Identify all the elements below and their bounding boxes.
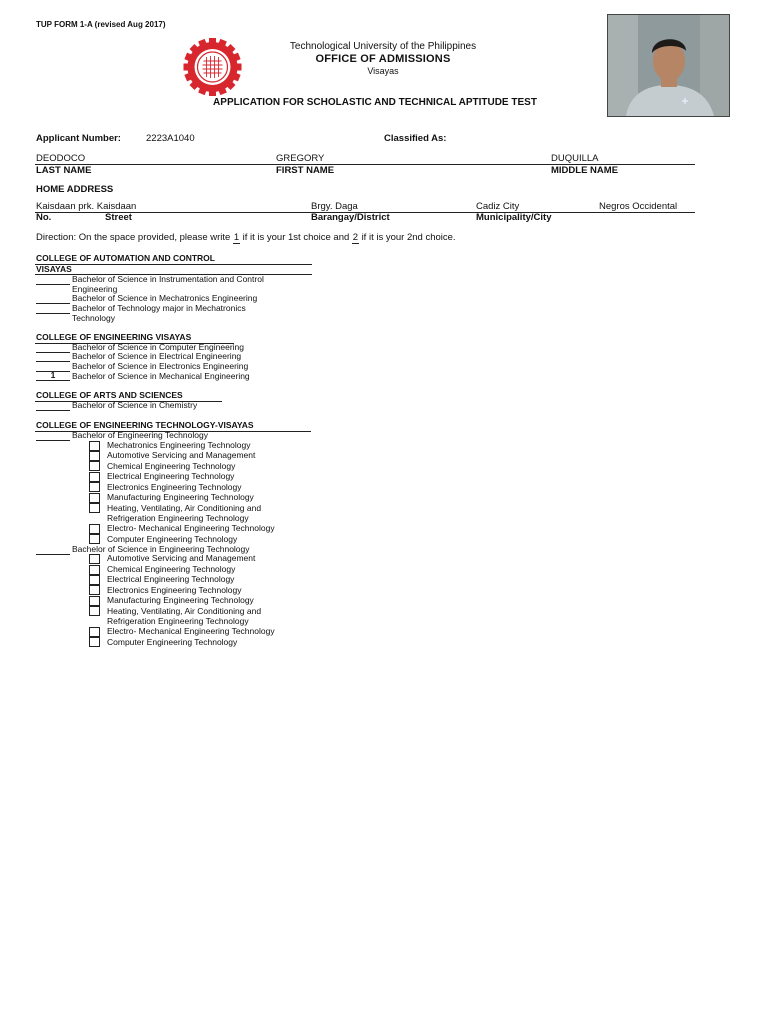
option-bet-computer: Computer Engineering Technology: [107, 534, 238, 544]
option-bset-electronics: Electronics Engineering Technology: [107, 585, 242, 595]
program-electronics-eng: Bachelor of Science in Electronics Engineering: [72, 361, 249, 371]
middle-name-label: MIDDLE NAME: [551, 165, 619, 176]
middle-name-value: DUQUILLA: [551, 153, 599, 164]
checkbox-bset-hvac[interactable]: [89, 606, 100, 616]
university-seal-logo: [179, 38, 246, 96]
checkbox-bset-electromechanical[interactable]: [89, 627, 100, 637]
campus-name: Visayas: [367, 66, 399, 76]
barangay-label: Barangay/District: [311, 212, 390, 223]
checkbox-bet-electromechanical[interactable]: [89, 524, 100, 534]
street-value: Kaisdaan prk. Kaisdaan: [36, 201, 137, 212]
option-bset-automotive: Automotive Servicing and Management: [107, 553, 256, 563]
checkbox-bset-manufacturing[interactable]: [89, 596, 100, 606]
checkbox-bset-chemical[interactable]: [89, 565, 100, 575]
program-mechatronics-eng: Bachelor of Science in Mechatronics Engineering: [72, 293, 258, 303]
college-automation-heading: COLLEGE OF AUTOMATION AND CONTROL: [36, 253, 215, 263]
option-bet-hvac: Heating, Ventilating, Air Conditioning and Refrigeration Engineering Technology: [107, 503, 262, 523]
choice-blank-instrumentation[interactable]: [36, 275, 70, 285]
university-name: Technological University of the Philippines: [289, 41, 477, 52]
program-chemistry: Bachelor of Science in Chemistry: [72, 400, 198, 410]
option-bet-mechatronics: Mechatronics Engineering Technology: [107, 440, 251, 450]
option-bet-chemical: Chemical Engineering Technology: [107, 461, 236, 471]
college-engineering-heading: COLLEGE OF ENGINEERING VISAYAS: [36, 332, 192, 342]
first-name-label: FIRST NAME: [276, 165, 335, 176]
checkbox-bet-automotive[interactable]: [89, 451, 100, 461]
municipality-label: Municipality/City: [476, 212, 552, 223]
classified-as-label: Classified As:: [384, 133, 447, 144]
form-code: TUP FORM 1-A (revised Aug 2017): [36, 20, 166, 29]
choice-blank-electrical-eng[interactable]: [36, 352, 70, 362]
checkbox-bet-manufacturing[interactable]: [89, 493, 100, 503]
checkbox-bset-electrical[interactable]: [89, 575, 100, 585]
program-instrumentation: Bachelor of Science in Instrumentation and Control Engineering: [72, 274, 264, 294]
no-label: No.: [36, 212, 52, 223]
office-name: OFFICE OF ADMISSIONS: [315, 53, 451, 65]
program-bet: Bachelor of Engineering Technology: [72, 430, 208, 440]
choice-blank-chemistry[interactable]: [36, 401, 70, 411]
option-bset-computer: Computer Engineering Technology: [107, 637, 238, 647]
applicant-number: 2223A1040: [146, 133, 195, 144]
barangay-value: Brgy. Daga: [311, 201, 358, 212]
option-bet-manufacturing: Manufacturing Engineering Technology: [107, 492, 254, 502]
direction-text: Direction: On the space provided, please write 1 if it is your 1st choice and 2 if it is your 2nd choice.: [36, 232, 456, 243]
checkbox-bset-automotive[interactable]: [89, 554, 100, 564]
first-choice-number: 1: [233, 232, 240, 243]
program-electrical-eng: Bachelor of Science in Electrical Engineering: [72, 351, 242, 361]
checkbox-bet-electronics[interactable]: [89, 482, 100, 492]
option-bet-electromechanical: Electro- Mechanical Engineering Technology: [107, 523, 275, 533]
street-label: Street: [105, 212, 132, 223]
program-bset: Bachelor of Science in Engineering Technology: [72, 544, 250, 554]
checkbox-bet-computer[interactable]: [89, 534, 100, 544]
checkbox-bet-electrical[interactable]: [89, 472, 100, 482]
program-computer-eng: Bachelor of Science in Computer Engineering: [72, 342, 244, 352]
checkbox-bet-chemical[interactable]: [89, 461, 100, 471]
option-bset-electromechanical: Electro- Mechanical Engineering Technology: [107, 626, 275, 636]
choice-blank-mechatronics-tech[interactable]: [36, 304, 70, 314]
checkbox-bset-computer[interactable]: [89, 637, 100, 647]
option-bset-hvac: Heating, Ventilating, Air Conditioning and Refrigeration Engineering Technology: [107, 606, 262, 626]
option-bset-chemical: Chemical Engineering Technology: [107, 564, 236, 574]
last-name-label: LAST NAME: [36, 165, 92, 176]
choice-blank-bset[interactable]: [36, 545, 70, 555]
municipality-value: Cadiz City: [476, 201, 520, 212]
choice-blank-mechatronics-eng[interactable]: [36, 294, 70, 304]
college-automation-heading-2: VISAYAS: [36, 264, 72, 274]
option-bet-automotive: Automotive Servicing and Management: [107, 450, 256, 460]
option-bset-electrical: Electrical Engineering Technology: [107, 574, 235, 584]
form-title: APPLICATION FOR SCHOLASTIC AND TECHNICAL APTITUDE TEST: [213, 97, 537, 108]
province-value: Negros Occidental: [599, 201, 678, 212]
second-choice-number: 2: [352, 232, 359, 243]
option-bet-electrical: Electrical Engineering Technology: [107, 471, 235, 481]
program-mechatronics-tech: Bachelor of Technology major in Mechatronics Technology: [72, 303, 246, 323]
last-name-value: DEODOCO: [36, 153, 86, 164]
college-arts-heading: COLLEGE OF ARTS AND SCIENCES: [36, 390, 183, 400]
option-bset-manufacturing: Manufacturing Engineering Technology: [107, 595, 254, 605]
checkbox-bset-electronics[interactable]: [89, 585, 100, 595]
home-address-heading: HOME ADDRESS: [36, 184, 114, 195]
checkbox-bet-mechatronics[interactable]: [89, 441, 100, 451]
first-name-value: GREGORY: [276, 153, 325, 164]
choice-blank-mechanical-eng[interactable]: 1: [36, 371, 70, 381]
option-bet-electronics: Electronics Engineering Technology: [107, 482, 242, 492]
program-mechanical-eng: Bachelor of Science in Mechanical Engineering: [72, 371, 250, 381]
section-rule: [35, 264, 312, 265]
checkbox-bet-hvac[interactable]: [89, 503, 100, 513]
choice-blank-bet[interactable]: [36, 431, 70, 441]
applicant-number-label: Applicant Number:: [36, 133, 121, 144]
college-tech-heading: COLLEGE OF ENGINEERING TECHNOLOGY-VISAYAS: [36, 420, 254, 430]
